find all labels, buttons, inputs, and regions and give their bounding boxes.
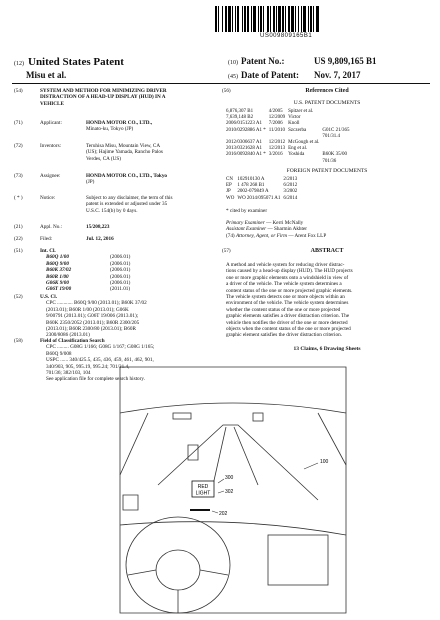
foreign-doc-row	[226, 189, 300, 195]
us-doc-name: Victor	[288, 115, 301, 121]
right-column	[222, 88, 432, 358]
hud-text-line-2: LIGHT	[195, 490, 211, 497]
header-divider	[12, 83, 430, 84]
applicant-label: Applicant:	[40, 120, 62, 126]
us-doc-date: 12/2012	[268, 140, 286, 146]
patent-number: US 9,809,165 B1	[314, 56, 377, 66]
a-pillar-left	[120, 413, 148, 475]
abstract-line: vehicle then notifies the driver of the one or more detected	[226, 319, 348, 326]
notice-code: ( * )	[14, 195, 23, 201]
foreign-doc-date: 6/2012	[283, 183, 298, 189]
us-doc-no: 2006/0151223 A1	[226, 121, 262, 127]
notice-line-1: Subject to any disclaimer, the term of this	[86, 195, 173, 201]
abstract-line: tions caused by a head-up display (HUD). The HUD projects	[226, 268, 353, 275]
barcode	[215, 6, 430, 32]
uscl-line: CPC ............ B60Q 9/00 (2013.01); B60K 37/02	[46, 300, 147, 307]
foreign-doc-no: 102910130 A	[237, 177, 265, 182]
leader-202	[212, 511, 218, 513]
hud-text-line-1: RED	[197, 484, 209, 490]
us-doc-no	[226, 159, 269, 165]
foreign-doc-cc: JP	[226, 189, 231, 195]
foreign-docs-table	[226, 177, 300, 202]
attorney-label: Attorney, Agent, or Firm	[235, 232, 288, 239]
abstract-line: objects when the content status of the one or more projected	[226, 326, 351, 333]
foreign-doc-date: 3/2002	[283, 189, 298, 195]
foreign-doc-no: 2002-079849 A	[237, 189, 269, 195]
abstract-code: (57)	[222, 248, 231, 254]
intcl-year: (2006.01)	[110, 254, 131, 261]
intcl-year: (2006.01)	[110, 273, 131, 280]
steering-wheel-hub	[156, 550, 200, 590]
title-code: (54)	[14, 88, 23, 94]
applicant-location: Minato-ku, Tokyo (JP)	[86, 126, 134, 133]
references-title: References Cited	[305, 88, 349, 94]
notice-line-2: patent is extended or adjusted under 35	[86, 201, 168, 208]
us-doc-no: 7,639,148 B2	[226, 115, 254, 121]
intcl-year: (2006.01)	[110, 280, 131, 287]
us-doc-name: Spitzer et al.	[288, 109, 314, 114]
label-300: 300	[225, 475, 234, 481]
patent-no-code: (10)	[228, 60, 238, 66]
us-doc-cls: G01C 21/365	[322, 127, 350, 133]
us-doc-date: 12/2009	[268, 115, 286, 121]
leader-100	[304, 463, 318, 469]
date-label: Date of Patent:	[241, 70, 299, 80]
uscl-list	[40, 300, 212, 338]
abstract-line: environment of the vehicle. The vehicle system determines	[226, 300, 349, 307]
us-doc-name	[288, 159, 322, 165]
foreign-doc-date: 2/2013	[283, 177, 298, 182]
intcl-class: G06K 9/00	[46, 280, 69, 287]
inventors-line-1: Teruhisa Misu, Mountain View, CA	[86, 143, 161, 149]
uscl-line: 9/00791 (2013.01); G06T 19/006 (2013.01);	[46, 313, 139, 320]
label-100: 100	[320, 459, 329, 465]
appl-code: (21)	[14, 224, 23, 230]
date-code: (45)	[228, 74, 238, 80]
cited-note: * cited by examiner	[226, 208, 268, 214]
primary-examiner-label: Primary Examiner	[226, 220, 265, 226]
appl-number: 15/208,223	[86, 224, 110, 230]
us-doc-date: 12/2013	[268, 146, 286, 152]
foreign-doc-cc: EP	[226, 183, 232, 189]
us-doc-row	[226, 159, 352, 165]
dashboard-line	[120, 522, 346, 535]
windshield-top	[120, 403, 346, 413]
abstract-line: content status of the one or more projected graphic elements.	[226, 287, 353, 294]
a-pillar-right	[318, 413, 346, 465]
attorney-row	[226, 233, 432, 239]
refs-code: (56)	[222, 88, 231, 94]
inventors-label: Inventors:	[40, 143, 62, 149]
assignee-line-2: (JP)	[86, 179, 95, 186]
intcl-class: B60Q 9/00	[46, 260, 69, 267]
abstract-body	[226, 262, 432, 339]
filed-date: Jul. 12, 2016	[86, 236, 114, 242]
claims-line: 13 Claims, 6 Drawing Sheets	[293, 346, 361, 352]
patent-date-row	[228, 70, 428, 80]
us-doc-date: 4/2005	[268, 109, 283, 114]
foreign-doc-cc: WO	[226, 195, 235, 201]
us-doc-row	[226, 152, 352, 158]
notice-label: Notice:	[40, 195, 56, 201]
us-doc-no: 2010/0292886 A1 *	[226, 127, 266, 133]
drawing-svg	[118, 365, 348, 615]
uscl-label: U.S. Cl.	[40, 294, 58, 300]
abstract-line: whether the content status of the one or more projected	[226, 306, 341, 313]
left-column	[14, 88, 214, 383]
us-doc-no: 2016/0092840 A1 *	[226, 152, 266, 158]
field-line: USPC ...... 340/425.5, 435, 436, 459, 461, 462, 901,	[46, 357, 154, 364]
patent-header-title	[14, 56, 124, 68]
field-line: B60Q 9/008	[46, 350, 72, 357]
us-doc-name: Szczerba	[288, 127, 307, 133]
intcl-row	[40, 286, 131, 293]
us-doc-date: 11/2010	[268, 127, 285, 133]
primary-examiner: — Kerri McNally	[266, 220, 304, 226]
us-doc-date	[269, 159, 288, 165]
abstract-line: a driver of the vehicle. The vehicle system determines a	[226, 281, 342, 288]
intcl-list	[40, 254, 131, 293]
uscl-line: 2300/8086 (2013.01)	[46, 332, 90, 339]
intcl-class: B60R 1/00	[46, 273, 69, 280]
patent-number-row	[228, 56, 428, 66]
assignee-code: (73)	[14, 173, 23, 179]
abstract-title: ABSTRACT	[310, 248, 344, 254]
assignee-label: Assignee:	[40, 173, 61, 179]
foreign-doc-cc: CN	[226, 177, 233, 182]
intcl-class: B60Q 1/00	[46, 254, 69, 261]
assistant-examiner-label: Assistant Examiner	[226, 226, 267, 233]
us-doc-no: 6,876,307 B1	[226, 109, 254, 114]
inventors-code: (72)	[14, 143, 23, 149]
us-doc-no: 2012/0306637 A1	[226, 140, 262, 146]
lane-line-right	[234, 427, 258, 485]
intcl-label: Int. Cl.	[40, 248, 56, 254]
leader-300	[218, 479, 224, 483]
appl-label: Appl. No.:	[40, 224, 63, 230]
foreign-doc-no: WO 2014/095071 A1	[237, 195, 281, 201]
us-doc-row	[226, 128, 352, 134]
us-doc-name: McGough et al.	[288, 140, 320, 146]
label-302: 302	[225, 489, 234, 495]
us-doc-cls: B60K 35/00	[322, 152, 347, 158]
intcl-class: B60K 37/02	[46, 267, 72, 274]
us-doc-date: 7/2006	[268, 121, 283, 127]
center-console	[268, 535, 328, 585]
foreign-doc-row	[226, 196, 300, 202]
us-doc-cls: 701/31.4	[322, 133, 341, 139]
applicant-code: (71)	[14, 120, 23, 126]
uscl-line: B60K 2350/2052 (2013.01); B60R 2300/205	[46, 319, 140, 326]
inventors-line-2: (US); Hajime Yamada, Rancho Palos	[86, 149, 163, 156]
foreign-docs-title: FOREIGN PATENT DOCUMENTS	[286, 168, 368, 174]
intcl-class: G06T 19/00	[46, 286, 72, 293]
inventors-line-3: Verdes, CA (US)	[86, 155, 122, 162]
patent-date: Nov. 7, 2017	[314, 70, 361, 80]
patent-no-label: Patent No.:	[241, 56, 285, 66]
steering-wheel-spokes	[128, 570, 228, 613]
abstract-line: graphic element satisfies the driver distraction criterion.	[226, 332, 342, 339]
invention-title: SYSTEM AND METHOD FOR MINIMIZING DRIVER DISTRACTION OF A HEAD-UP DISPLAY (HUD) IN A VEHICLE	[40, 88, 167, 107]
inventor-short: Misu et al.	[26, 70, 67, 80]
abstract-line: one or more graphic elements onto a windshield in view of	[226, 274, 349, 281]
assistant-examiner: — Sharmin Akhter	[267, 226, 307, 233]
applicant-name: HONDA MOTOR CO., LTD.,	[86, 120, 153, 126]
uscl-line: (2013.01); B60R 1/00 (2013.01); G06K	[46, 306, 129, 313]
header-code: (12)	[14, 61, 24, 67]
us-docs-title: U.S. PATENT DOCUMENTS	[293, 100, 361, 106]
us-doc-name: Yoshida	[288, 152, 305, 158]
abstract-line: graphic elements satisfies a driver distraction criterion. The	[226, 313, 350, 320]
intcl-year: (2006.01)	[110, 267, 131, 274]
us-docs-table	[226, 109, 352, 165]
barcode-bar	[319, 6, 320, 32]
foreign-doc-date: 6/2014	[283, 195, 298, 201]
attorney: — Arent Fox LLP	[288, 232, 327, 239]
us-doc-name: Knoll	[288, 121, 300, 127]
barcode-number: US009809165B1	[260, 33, 313, 39]
header-title: United States Patent	[28, 56, 124, 68]
abstract-line: A method and vehicle system for reducing driver distrac-	[226, 262, 345, 268]
field-line: 340/903, 905, 995.19, 995.24; 701/31.4,	[46, 363, 130, 370]
mirror-left	[123, 495, 138, 510]
field-line: See application file for complete search history.	[46, 376, 145, 383]
uscl-line: (2013.01); B60R 2300/80 (2013.01); B60R	[46, 326, 136, 333]
drawing-figure	[118, 365, 348, 615]
attorney-code: (74)	[226, 232, 235, 239]
abstract-line: The vehicle system detects one or more objects within an	[226, 294, 345, 301]
uscl-code: (52)	[14, 294, 23, 300]
us-doc-cls: 701/36	[322, 158, 337, 164]
field-line: 701/36; 382/103, 104	[46, 370, 91, 377]
leader-302	[218, 491, 224, 493]
traffic-light-left	[173, 413, 191, 419]
filed-label: Filed:	[40, 236, 53, 242]
us-doc-no: 2013/0321628 A1	[226, 146, 262, 152]
traffic-light-right	[253, 413, 263, 421]
assignee-line-1: HONDA MOTOR CO., LTD., Tokyo	[86, 173, 168, 179]
intcl-year: (2011.01)	[110, 286, 131, 293]
field-label: Field of Classification Search	[40, 338, 105, 344]
us-doc-date: 3/2016	[268, 152, 283, 158]
notice-line-3: U.S.C. 154(b) by 0 days.	[86, 207, 138, 214]
label-202: 202	[219, 511, 228, 517]
filed-code: (22)	[14, 236, 23, 242]
field-code: (58)	[14, 338, 23, 344]
intcl-code: (51)	[14, 248, 23, 254]
intcl-year: (2006.01)	[110, 260, 131, 267]
field-line: CPC ......... G08G 1/166; G08G 1/167; G08G 1/165;	[46, 344, 155, 351]
us-doc-name: Eng et al.	[288, 146, 308, 152]
foreign-doc-no: 1 478 268 B1	[237, 183, 265, 189]
